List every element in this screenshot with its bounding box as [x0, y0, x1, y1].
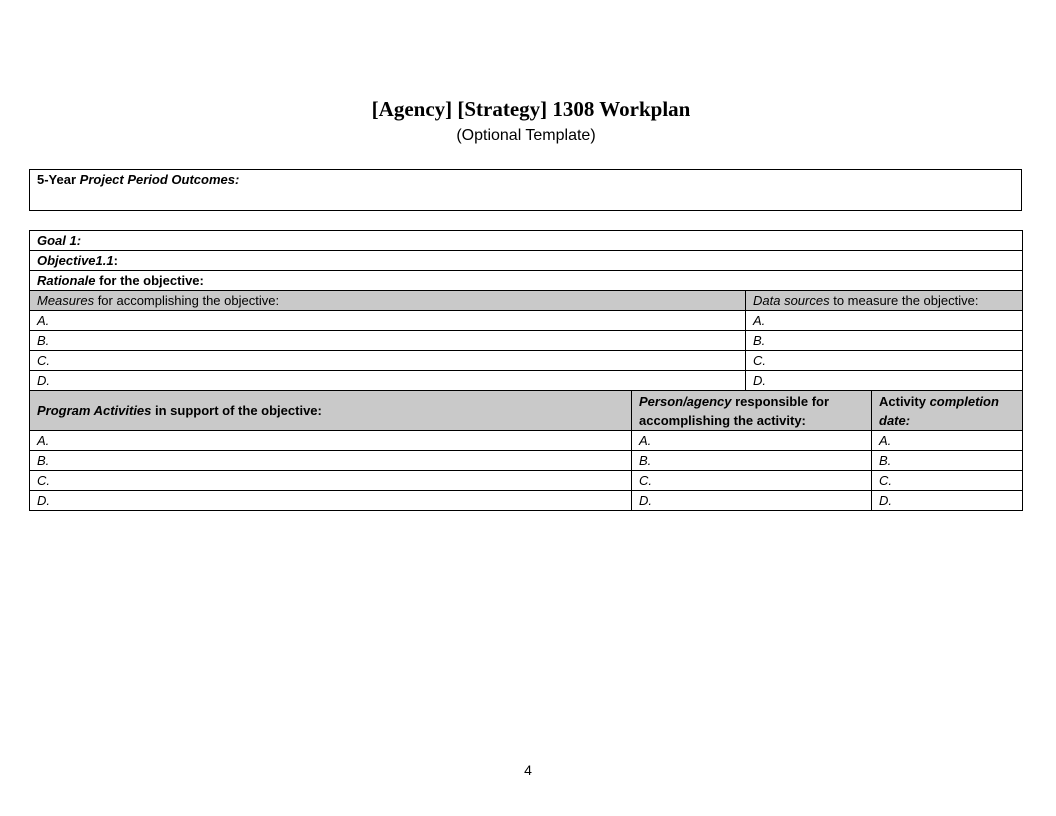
- activity-label: A.: [37, 433, 50, 448]
- person-cell[interactable]: [632, 471, 872, 491]
- source-cell[interactable]: [746, 371, 1023, 391]
- data-sources-header-cell: [746, 291, 1023, 311]
- activity-label: D.: [37, 493, 50, 508]
- person-label: A.: [639, 433, 652, 448]
- measure-label: C.: [37, 353, 50, 368]
- workplan-table: [29, 230, 1023, 511]
- activity-cell[interactable]: [30, 491, 632, 511]
- rationale-row: [30, 271, 1023, 291]
- completion-header-italic: completion date:: [879, 393, 999, 428]
- activity-cell[interactable]: [30, 471, 632, 491]
- measure-label: A.: [37, 313, 50, 328]
- date-cell[interactable]: [872, 491, 1023, 511]
- source-label: C.: [753, 353, 766, 368]
- objective-label: Objective1.1: [37, 253, 114, 268]
- person-header-rest: responsible for accomplishing the activity:: [639, 393, 830, 428]
- date-cell[interactable]: [872, 471, 1023, 491]
- source-label: A.: [753, 313, 766, 328]
- page-subtitle: (Optional Template): [456, 127, 596, 144]
- outcomes-table: [29, 169, 1022, 211]
- rationale-rest: for the objective:: [95, 273, 204, 288]
- person-label: B.: [639, 453, 652, 468]
- goal-row: [30, 231, 1023, 251]
- rationale-cell[interactable]: [30, 271, 1023, 291]
- rationale-italic: Rationale: [37, 273, 96, 288]
- data-sources-header-italic: Data sources: [753, 293, 830, 308]
- measure-row: [30, 351, 1023, 371]
- objective-row: [30, 251, 1023, 271]
- measure-label: B.: [37, 333, 50, 348]
- measure-cell[interactable]: [30, 351, 746, 371]
- person-cell[interactable]: [632, 491, 872, 511]
- date-label: D.: [879, 493, 892, 508]
- activities-header-rest: in support of the objective:: [151, 403, 322, 418]
- page-title: [Agency] [Strategy] 1308 Workplan: [371, 97, 691, 121]
- outcomes-label-prefix: 5-Year: [37, 172, 80, 187]
- date-cell[interactable]: [872, 451, 1023, 471]
- date-cell[interactable]: [872, 431, 1023, 451]
- activity-row: [30, 431, 1023, 451]
- measure-row: [30, 331, 1023, 351]
- person-cell[interactable]: [632, 451, 872, 471]
- goal-cell[interactable]: [30, 231, 1023, 251]
- measure-row: [30, 371, 1023, 391]
- measures-header-rest: for accomplishing the objective:: [94, 293, 280, 308]
- activity-cell[interactable]: [30, 451, 632, 471]
- measures-header-row: [30, 291, 1023, 311]
- source-cell[interactable]: [746, 351, 1023, 371]
- measure-label: D.: [37, 373, 50, 388]
- source-cell[interactable]: [746, 331, 1023, 351]
- objective-cell[interactable]: [30, 251, 1023, 271]
- activity-cell[interactable]: [30, 431, 632, 451]
- activity-row: [30, 491, 1023, 511]
- objective-suffix: :: [113, 253, 118, 268]
- outcomes-cell[interactable]: [30, 170, 1022, 211]
- measure-cell[interactable]: [30, 371, 746, 391]
- measures-header-italic: Measures: [37, 293, 95, 308]
- goal-label: Goal 1:: [37, 233, 82, 248]
- measure-row: [30, 311, 1023, 331]
- activity-row: [30, 451, 1023, 471]
- source-cell[interactable]: [746, 311, 1023, 331]
- activities-header-cell: [30, 391, 632, 431]
- data-sources-header-rest: to measure the objective:: [829, 293, 979, 308]
- activity-label: C.: [37, 473, 50, 488]
- outcomes-row: [30, 170, 1022, 211]
- measure-cell[interactable]: [30, 331, 746, 351]
- activities-header-row: [30, 391, 1023, 431]
- person-label: D.: [639, 493, 652, 508]
- person-header-cell: [632, 391, 872, 431]
- person-header-italic: Person/agency: [639, 393, 732, 409]
- completion-header-plain: Activity: [879, 393, 930, 409]
- person-cell[interactable]: [632, 431, 872, 451]
- source-label: D.: [753, 373, 766, 388]
- measures-header-cell: [30, 291, 746, 311]
- source-label: B.: [753, 333, 766, 348]
- activities-header-italic: Program Activities: [37, 403, 152, 418]
- person-label: C.: [639, 473, 652, 488]
- activity-row: [30, 471, 1023, 491]
- date-label: B.: [879, 453, 892, 468]
- activity-label: B.: [37, 453, 50, 468]
- outcomes-label-italic: Project Period Outcomes:: [79, 172, 240, 187]
- date-label: A.: [879, 433, 892, 448]
- completion-header-cell: [872, 391, 1023, 431]
- measure-cell[interactable]: [30, 311, 746, 331]
- page-number: 4: [524, 762, 532, 778]
- date-label: C.: [879, 473, 892, 488]
